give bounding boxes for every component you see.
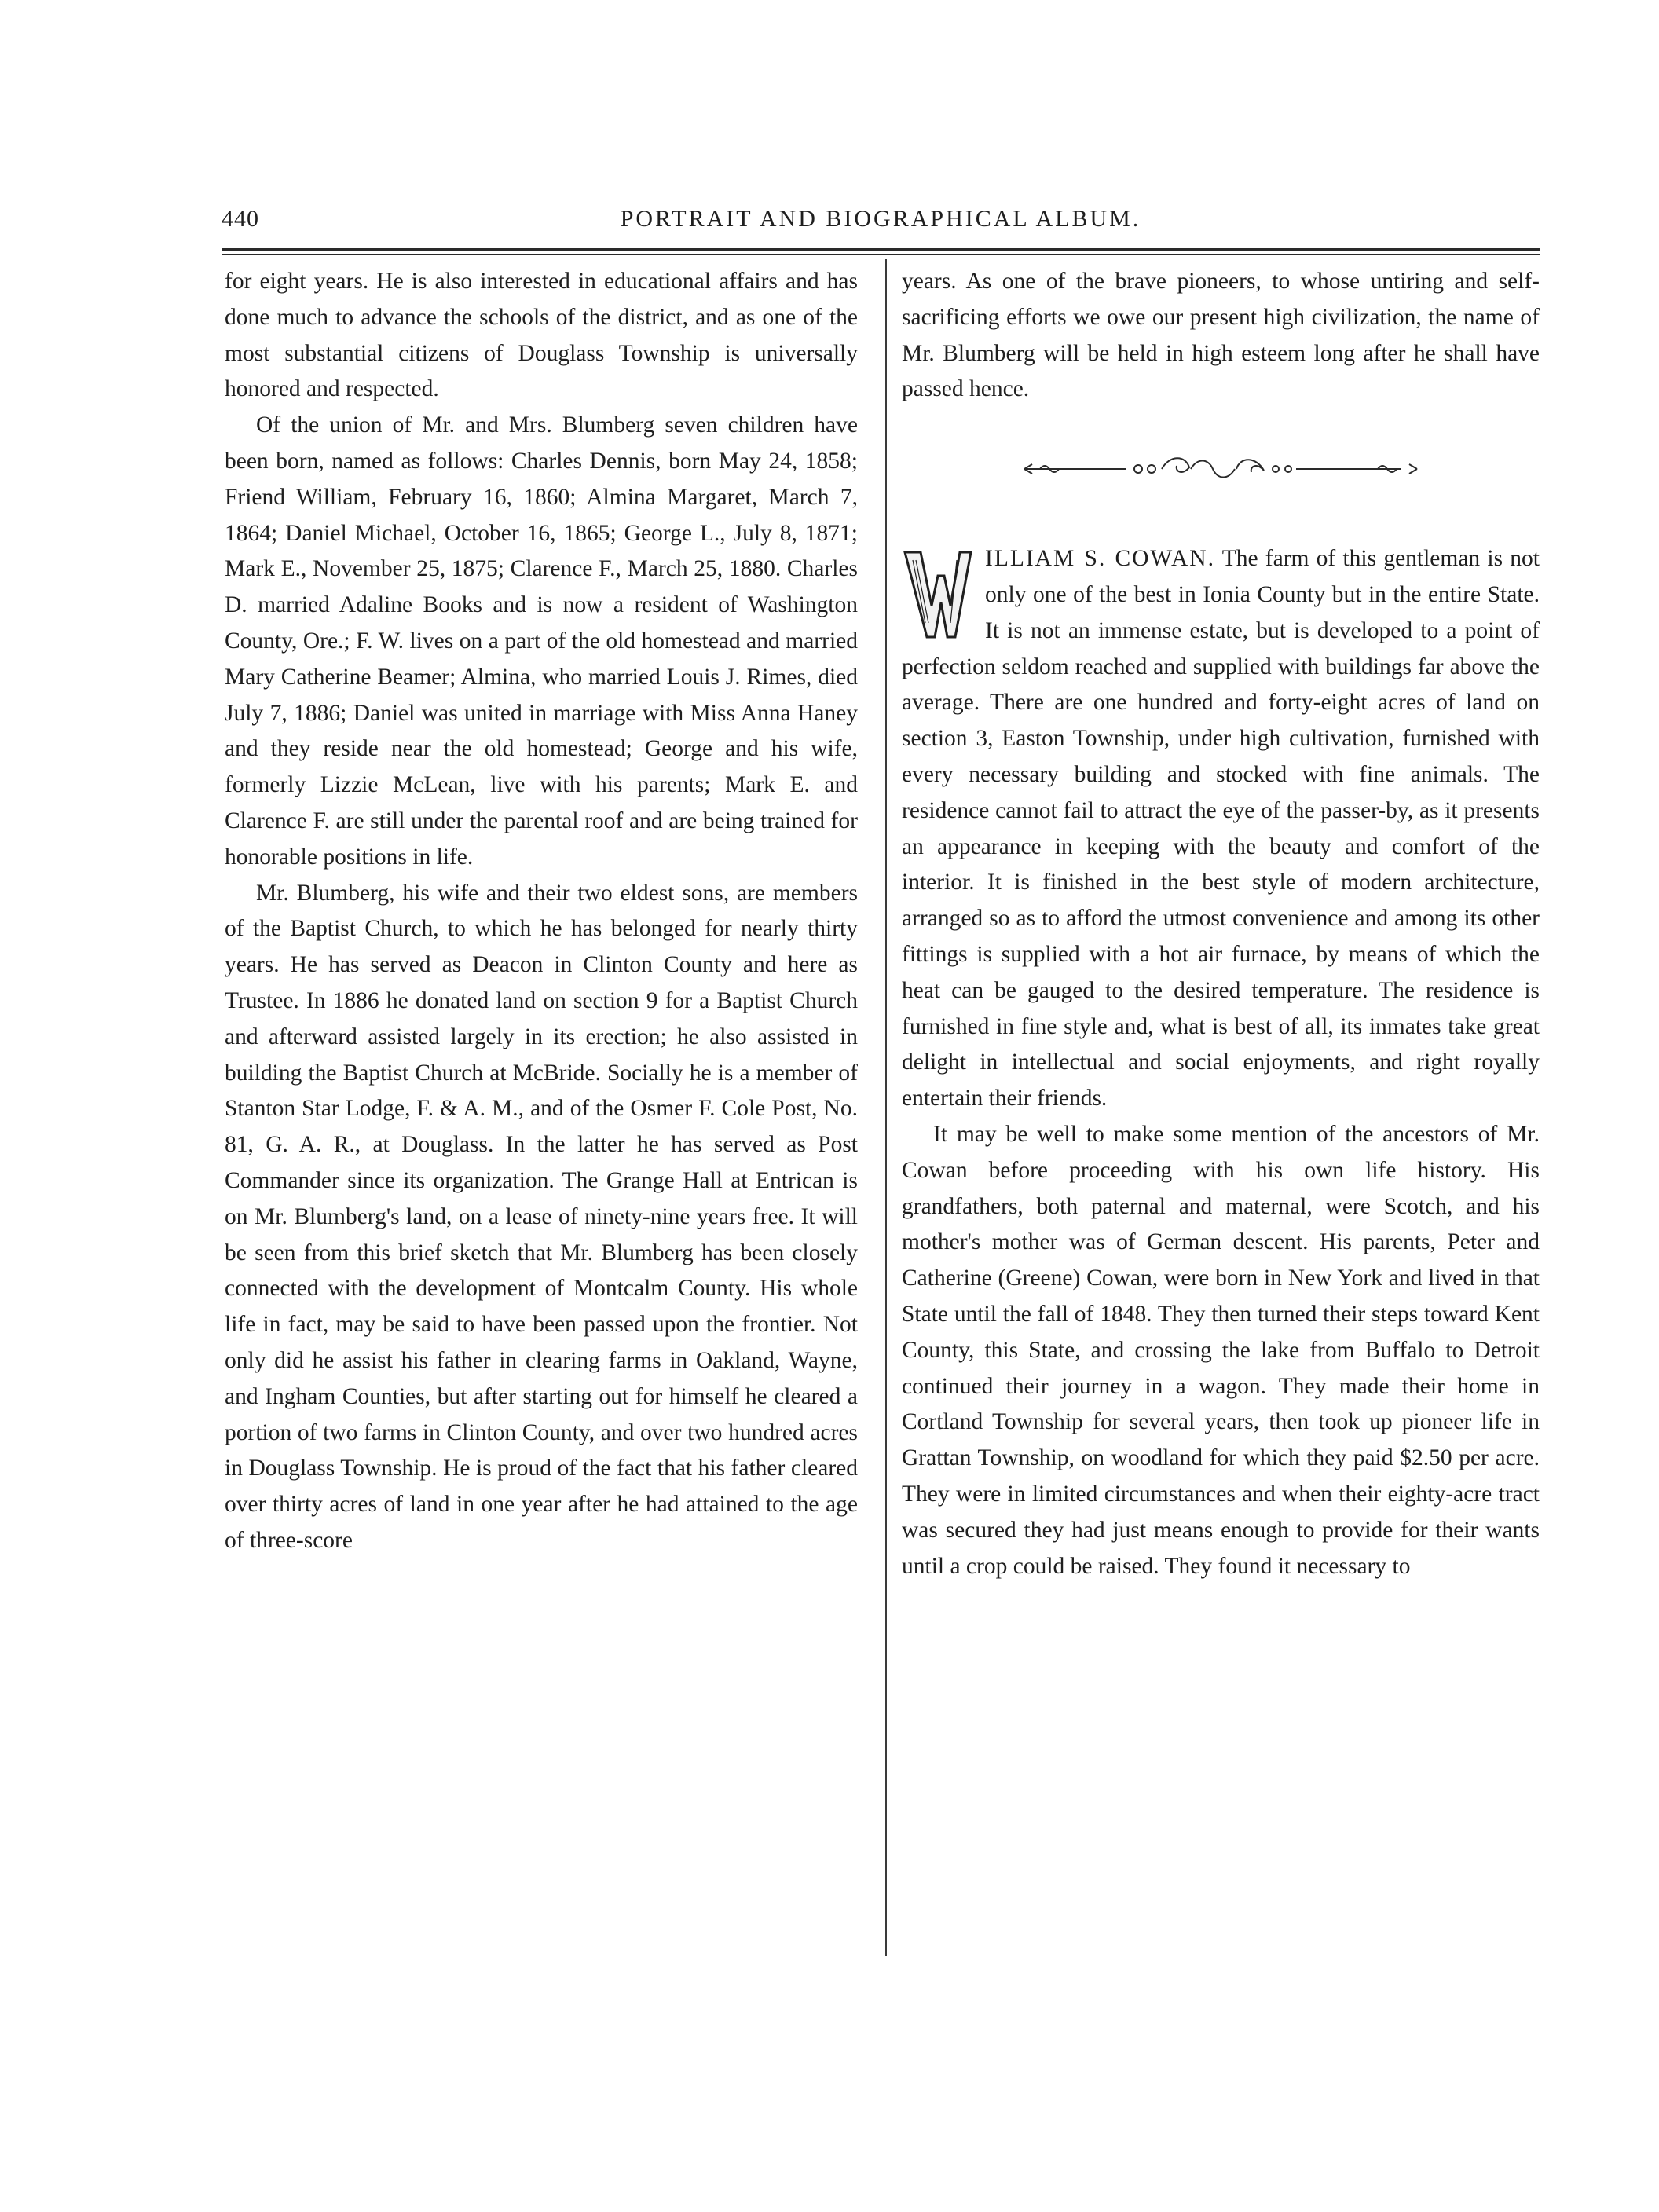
right-column xyxy=(902,264,1540,1584)
biography-subject-name: ILLIAM S. COWAN. xyxy=(985,546,1215,572)
left-column xyxy=(225,264,858,1559)
decorative-initial-w xyxy=(902,544,974,643)
paragraph: It may be well to make some mention of the ancestors of Mr. Cowan before proceeding with his own life history. His grandfathers, both paternal and maternal, were Scotch, and his mother's mother was of German descent. His parents, Peter and Catherine (Greene) Cowan, were born in New York and lived in that State until the fall of 1848. They then turned their steps toward Kent County, this State, and crossing the lake from Buffalo to Detroit continued their journey in a wagon. They made their home in Cortland Township for several years, then took up pioneer life in Grattan Township, on woodland for which they paid $2.50 per acre. They were in limited circumstances and when their eighty-acre tract was secured they had just means enough to provide for their wants until a crop could be raised. They found it necessary to xyxy=(902,1121,1540,1579)
header-rule-thin xyxy=(222,254,1540,255)
page-header xyxy=(222,206,1540,237)
header-rule-thick xyxy=(222,248,1540,251)
paragraph: Mr. Blumberg, his wife and their two eldest sons, are members of the Baptist Church, to which he has belonged for nearly thirty years. He has served as Deacon in Clinton County and here as Trustee. In 1886 he donated land on section 9 for a Baptist Church and afterward assisted largely in its erection; he also assisted in building the Baptist Church at McBride. Socially he is a member of Stanton Star Lodge, F. & A. M., and of the Osmer F. Cole Post, No. 81, G. A. R., at Douglass. In the latter he has served as Post Commander since its organization. The Grange Hall at Entrican is on Mr. Blumberg's land, on a lease of ninety-nine years free. It will be seen from this brief sketch that Mr. Blumberg has been closely connected with the development of Montcalm County. His whole life in fact, may be said to have been passed upon the frontier. Not only did he assist his father in clearing farms in Oakland, Wayne, and Ingham Counties, but after starting out for himself he cleared a portion of two farms in Clinton County, and over two hundred acres in Douglass Township. He is proud of the fact that his father cleared over thirty acres of land in one year after he had attained to the age of three-score xyxy=(225,880,858,1553)
paragraph-text: The farm of this gentleman is not only one of the best in Ionia County but in the entire State. It is not an immense estate, but is developed to a point of perfection seldom reached and supplied with buildings far above the average. There are one hundred and forty-eight acres of land on section 3, Easton Township, under high cultivation, furnished with every necessary building and stocked with fine animals. The residence cannot fail to attract the eye of the passer-by, as it presents an appearance in keeping with the beauty and comfort of the interior. It is finished in the best style of modern architecture, arranged so as to afford the utmost convenience and among its other fittings is supplied with a hot air furnace, by means of which the heat can be gauged to the desired temperature. The residence is furnished in fine style and, what is best of all, its inmates take great delight in intellectual and social enjoyments, and right royally entertain their friends. xyxy=(902,546,1540,1111)
column-divider xyxy=(885,259,887,1956)
section-ornament-divider xyxy=(1009,453,1433,485)
running-title: PORTRAIT AND BIOGRAPHICAL ALBUM. xyxy=(620,206,1141,232)
paragraph: years. As one of the brave pioneers, to whose untiring and self-sacrificing efforts we owe our present high civilization, the name of Mr. Blumberg will be held in high esteem long after he shall have passed hence. xyxy=(902,269,1540,402)
paragraph: for eight years. He is also interested in educational affairs and has done much to advance the schools of the district, and as one of the most substantial citizens of Douglass Township is universally honored and respected. xyxy=(225,269,858,402)
paragraph: Of the union of Mr. and Mrs. Blumberg seven children have been born, named as follows: Charles Dennis, born May 24, 1858; Friend William, February 16, 1860; Almina Margaret, March 7, 1864; Daniel Michael, October 16, 1865; George L., July 8, 1871; Mark E., November 25, 1875; Clarence F., March 25, 1880. Charles D. married Adaline Books and is now a resident of Washington County, Ore.; F. W. lives on a part of the old homestead and married Mary Catherine Beamer; Almina, who married Louis J. Rimes, died July 7, 1886; Daniel was united in marriage with Miss Anna Haney and they reside near the old homestead; George and his wife, formerly Lizzie McLean, live with his parents; Mark E. and Clarence F. are still under the parental roof and are being trained for honorable positions in life. xyxy=(225,412,858,870)
biography-opening xyxy=(902,541,1540,1117)
page-number: 440 xyxy=(222,206,259,232)
